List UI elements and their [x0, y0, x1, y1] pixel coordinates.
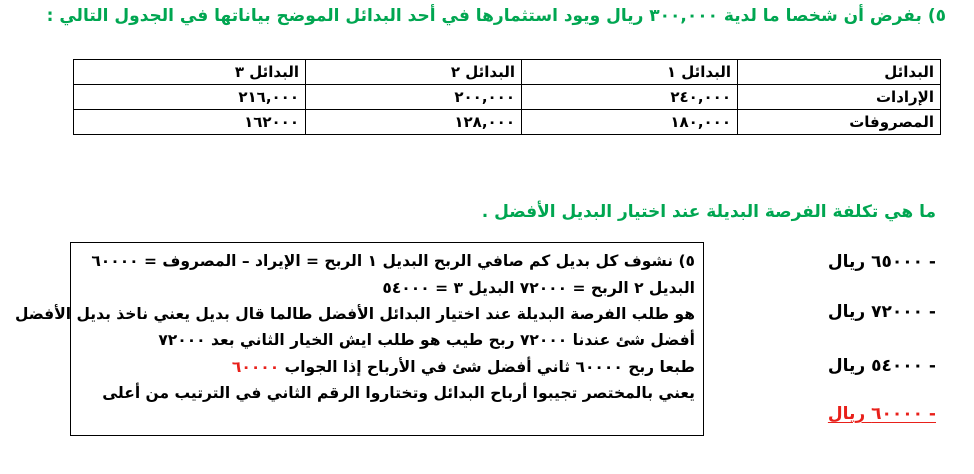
answer-highlight: ٦٠٠٠٠ [231, 358, 280, 376]
answer-explanation-box [14, 242, 704, 436]
answer-line: يعني بالمختصر تجيبوا أرباح البدائل وتختاروا الرقم الثاني في الترتيب من أعلى [102, 384, 695, 402]
table-cell: ٢١٦,٠٠٠ [74, 85, 306, 110]
answer-line: البديل ٢ الربح = ٧٢٠٠٠ البديل ٣ = ٥٤٠٠٠ [382, 279, 695, 297]
option-b[interactable]: - ٧٢٠٠٠ ريال [827, 302, 936, 322]
table-cell: المصروفات [738, 110, 941, 135]
table-header-row [74, 60, 941, 85]
table-header-cell: البدائل ٢ [306, 60, 522, 85]
option-d-correct[interactable]: - ٦٠٠٠٠ ريال [827, 404, 936, 424]
table-cell: الإرادات [738, 85, 941, 110]
answer-line [232, 358, 695, 376]
answer-line-text: طبعا ربح ٦٠٠٠٠ ثاني أفضل شئ في الأرباح إذا الجواب [279, 358, 695, 376]
alternatives-table [73, 59, 941, 135]
option-a[interactable]: - ٦٥٠٠٠ ريال [827, 252, 936, 272]
table-header-cell: البدائل ١ [522, 60, 738, 85]
answer-line: أفضل شئ عندنا ٧٢٠٠٠ ربح طيب هو طلب ايش الخيار الثاني بعد ٧٢٠٠٠ [158, 331, 695, 349]
question-subtitle: ما هي تكلفة الفرصة البديلة عند اختيار البديل الأفضل . [481, 202, 936, 222]
table-cell: ١٢٨,٠٠٠ [306, 110, 522, 135]
table-cell: ٢٤٠,٠٠٠ [522, 85, 738, 110]
question-title: ٥) بفرض أن شخصا ما لدية ٣٠٠,٠٠٠ ريال ويود استثمارها في أحد البدائل الموضح بياناتها في الجدول التالي : [46, 6, 946, 26]
table-row [74, 110, 941, 135]
table-row [74, 85, 941, 110]
answer-line: ٥) نشوف كل بديل كم صافي الربح البديل ١ الربح = الإيراد – المصروف = ٦٠٠٠٠ [91, 252, 695, 270]
answer-line: هو طلب الفرصة البديلة عند اختيار البدائل الأفضل طالما قال بديل يعني ناخذ بديل الأفضل [14, 305, 695, 323]
option-c[interactable]: - ٥٤٠٠٠ ريال [827, 356, 936, 376]
table-header-cell: البدائل [738, 60, 941, 85]
table-cell: ١٨٠,٠٠٠ [522, 110, 738, 135]
table-cell: ١٦٢٠٠٠ [74, 110, 306, 135]
table-header-cell: البدائل ٣ [74, 60, 306, 85]
table-cell: ٢٠٠,٠٠٠ [306, 85, 522, 110]
